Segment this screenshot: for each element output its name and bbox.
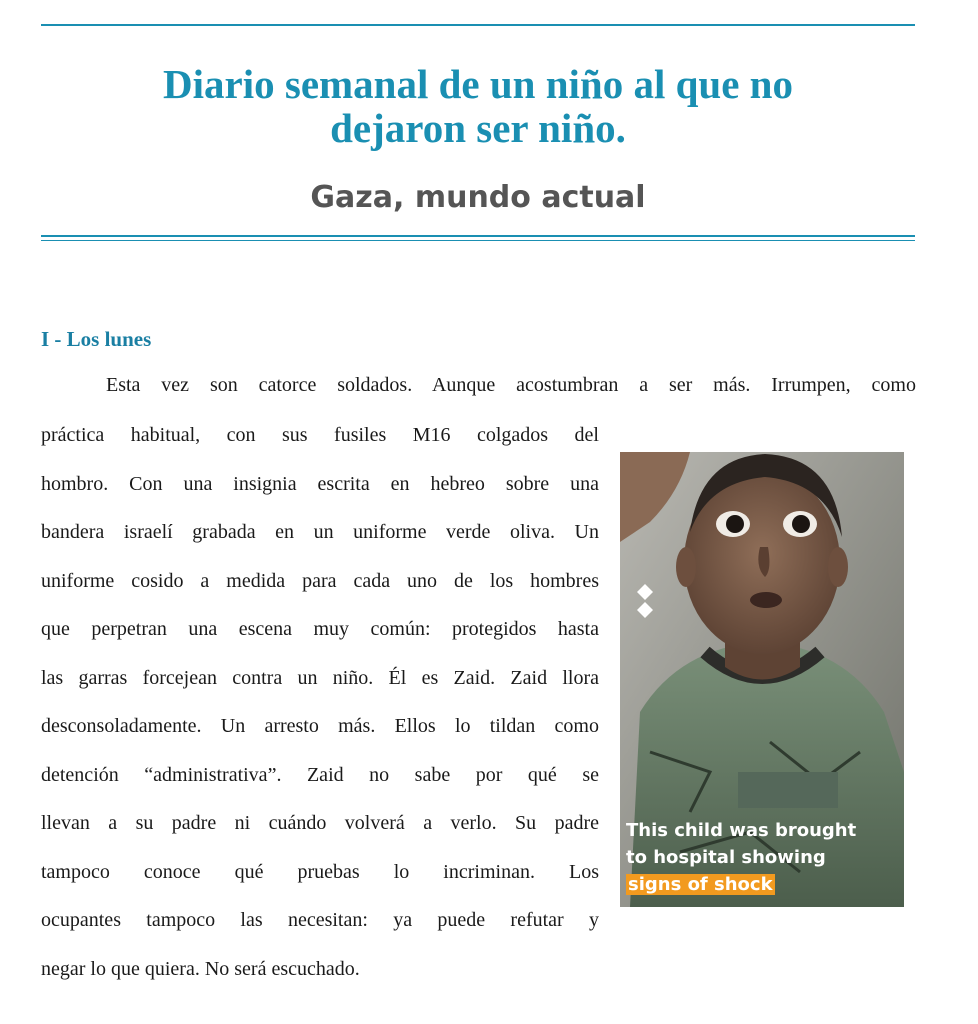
photo-caption <box>626 817 902 898</box>
paragraph-first-line: Esta vez son catorce soldados. Aunque acostumbran a ser más. Irrumpen, como <box>106 374 916 396</box>
section-heading: I - Los lunes <box>41 327 152 351</box>
paragraph-line: uniforme cosido a medida para cada uno de los hombres <box>41 569 599 592</box>
news-photo <box>620 452 904 907</box>
caption-line-3-highlighted: signs of shock <box>628 874 773 895</box>
paragraph-line: ocupantes tampoco las necesitan: ya puede refutar y <box>41 909 599 931</box>
paragraph-line: desconsoladamente. Un arresto más. Ellos lo tildan como <box>41 715 599 737</box>
paragraph-line: que perpetran una escena muy común: protegidos hasta <box>41 618 599 640</box>
top-rule <box>41 24 915 26</box>
paragraph-line: negar lo que quiera. No será escuchado. <box>41 957 360 980</box>
paragraph-line: tampoco conoce qué pruebas lo incriminan. Los <box>41 860 599 883</box>
paragraph-line: bandera israelí grabada en un uniforme verde oliva. Un <box>41 521 599 543</box>
paragraph-line: hombro. Con una insignia escrita en hebreo sobre una <box>41 472 599 495</box>
title-line-2: dejaron ser niño. <box>330 105 626 151</box>
paragraph-line: llevan a su padre ni cuándo volverá a verlo. Su padre <box>41 812 599 834</box>
paragraph-line: las garras forcejean contra un niño. Él es Zaid. Zaid llora <box>41 666 599 689</box>
title-line-1: Diario semanal de un niño al que no <box>163 61 793 107</box>
header-rule-thick <box>41 235 915 237</box>
paragraph-line: detención “administrativa”. Zaid no sabe por qué se <box>41 763 599 786</box>
paragraph-line: práctica habitual, con sus fusiles M16 colgados del <box>41 424 599 446</box>
header-rule-thin <box>41 240 915 241</box>
page-title <box>41 62 915 150</box>
caption-line-2: to hospital showing <box>626 847 826 868</box>
page-subtitle: Gaza, mundo actual <box>310 180 646 215</box>
caption-line-1: This child was brought <box>626 820 857 841</box>
